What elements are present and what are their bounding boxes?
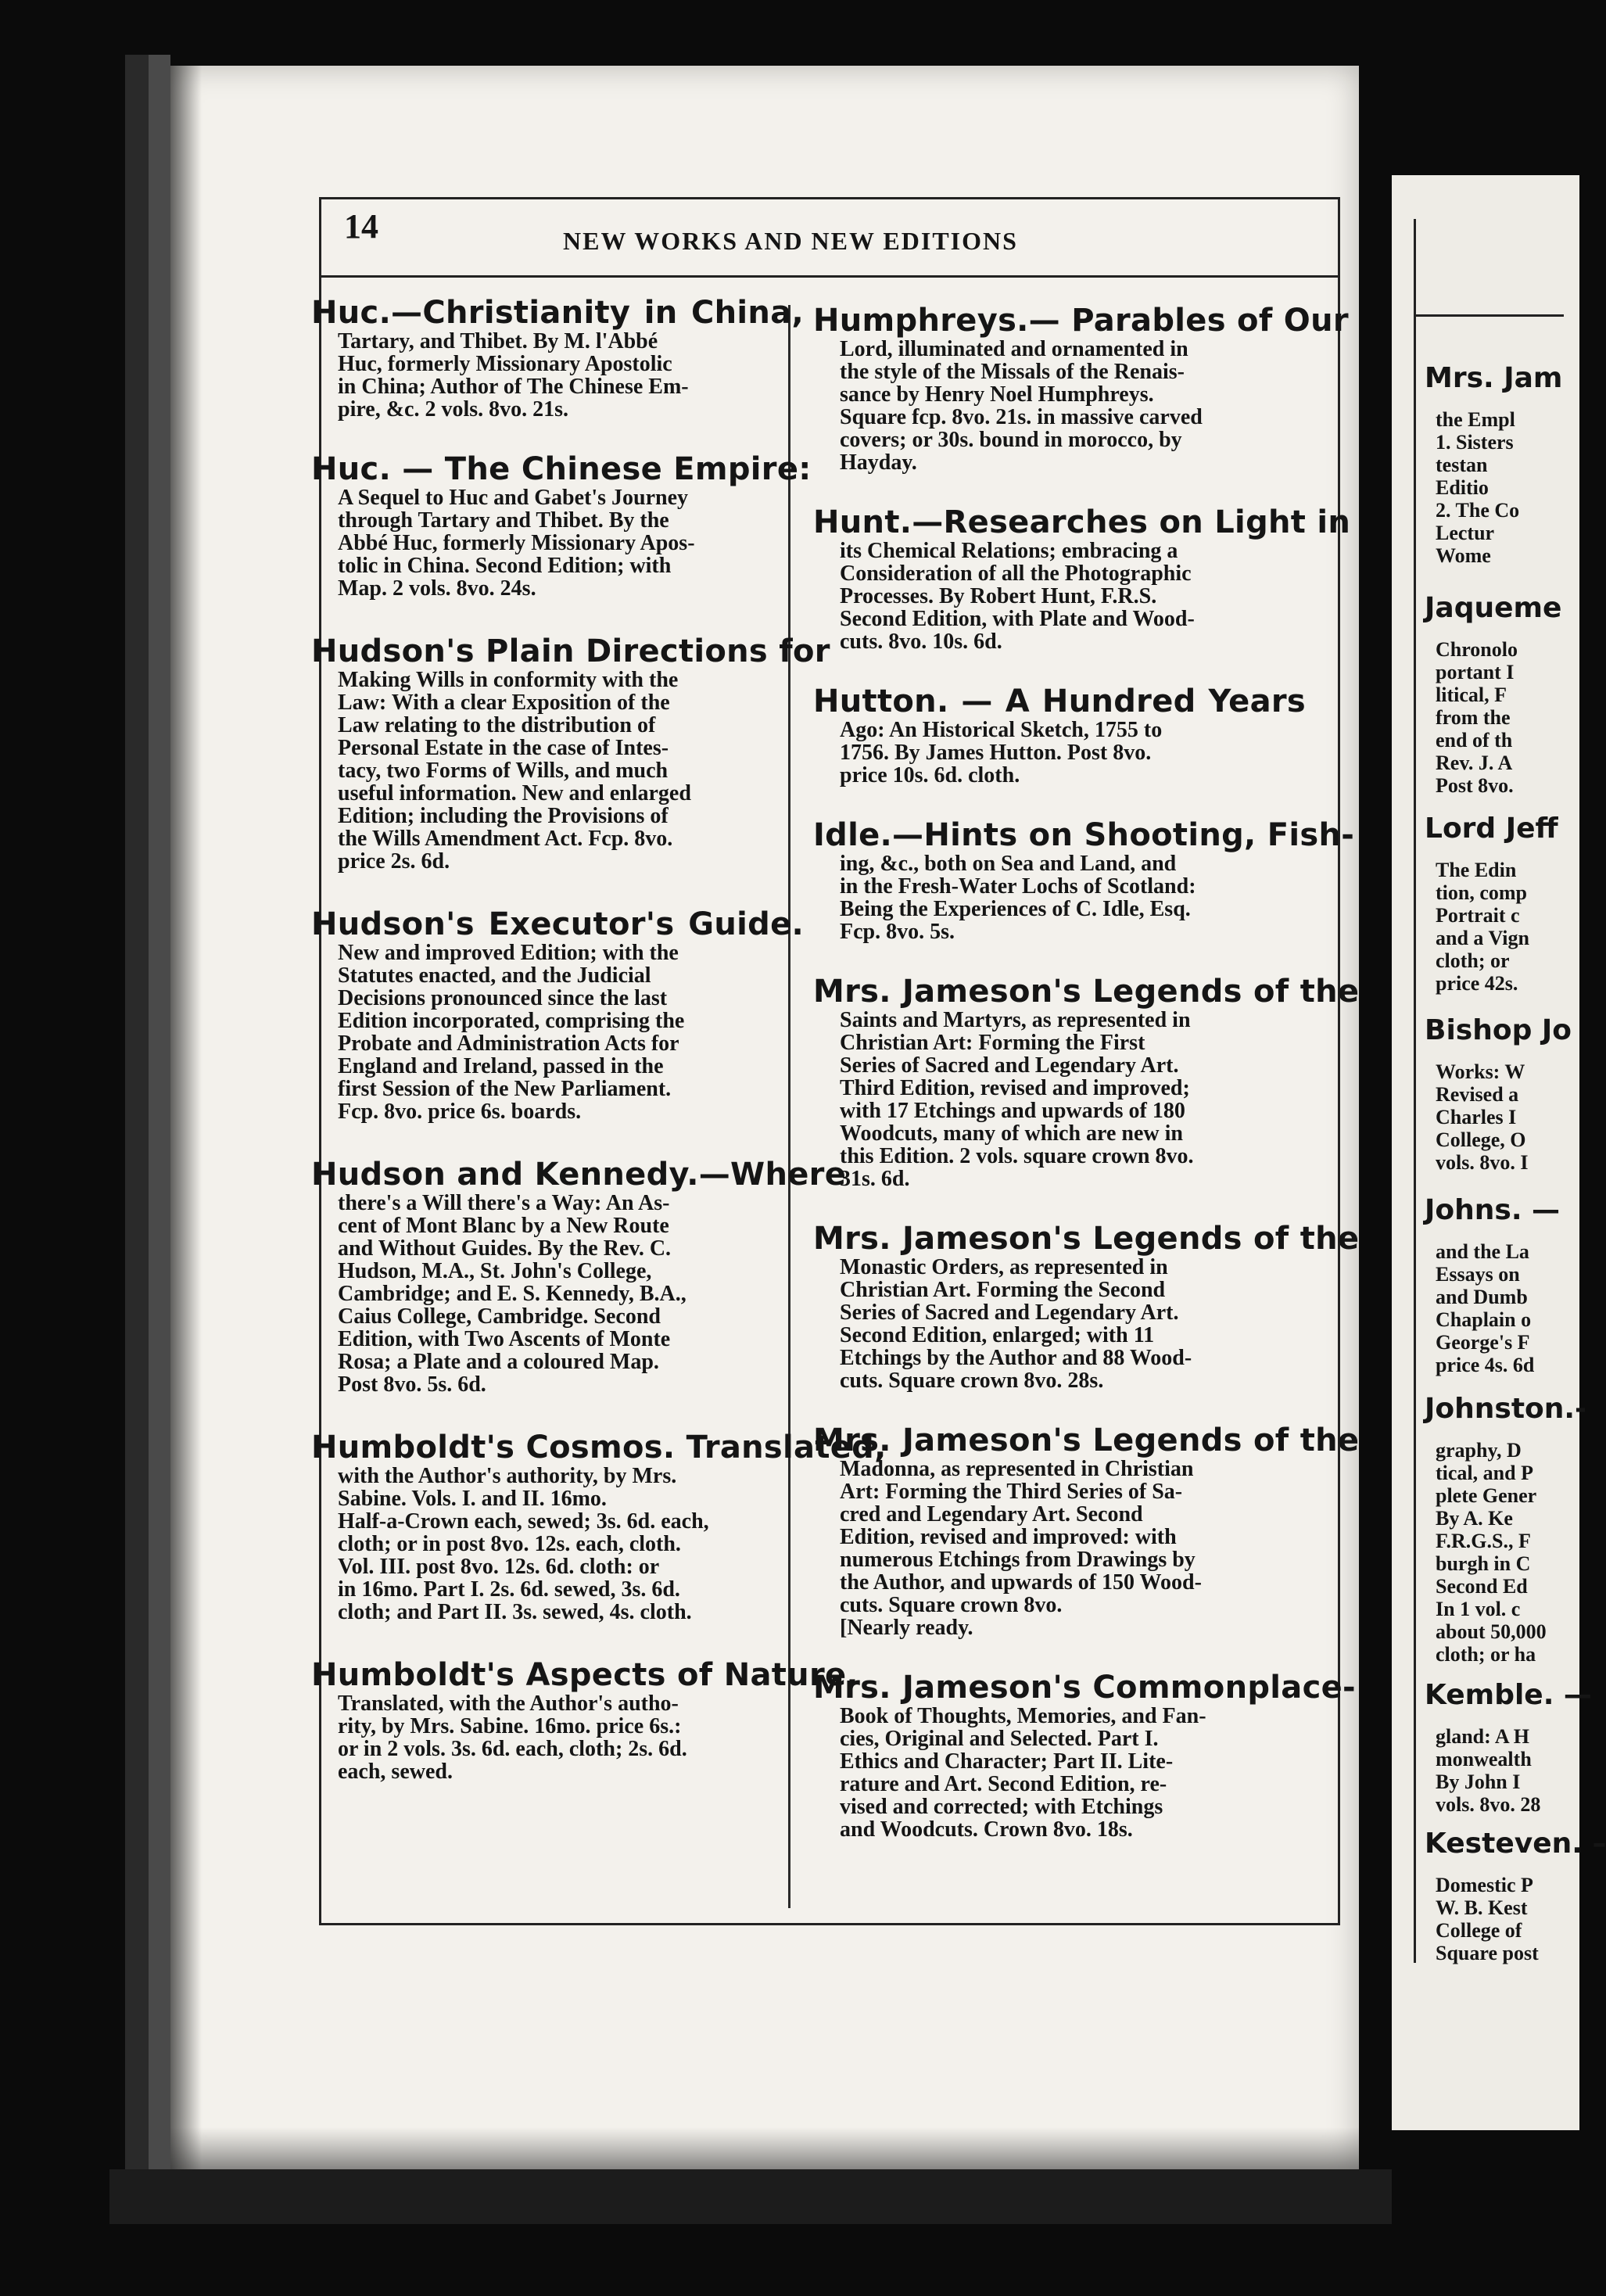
neighbor-entry — [1425, 1181, 1604, 1390]
left-column — [311, 295, 887, 1784]
neighbor-entry-body: The Edin tion, comp Portrait c and a Vign cloth; or price 42s. — [1436, 859, 1529, 995]
entry-title: Hudson's Plain Directions for — [311, 633, 830, 669]
neighbor-entry — [1425, 1666, 1604, 1830]
neighbor-entry — [1425, 799, 1604, 1009]
neighbor-entry — [1425, 1814, 1604, 1979]
entry-title: Humphreys.— Parables of Our — [813, 303, 1349, 339]
running-head: NEW WORKS AND NEW EDITIONS — [563, 227, 1018, 255]
neighbor-page-border — [1414, 219, 1416, 1963]
neighbor-entry-body: and the La Essays on and Dumb Chaplain o George's F price 4s. 6d — [1436, 1240, 1535, 1376]
neighbor-entry-body: graphy, D tical, and P plete Gener By A. Ke F.R.G.S., F burgh in C Second Ed In 1 vol. c about 50,000 cloth; or ha — [1436, 1439, 1547, 1666]
catalogue-entry — [311, 907, 804, 1123]
neighbor-entry — [1425, 1001, 1604, 1188]
entry-body: Saints and Martyrs, as represented in Christian Art: Forming the First Series of Sacred and Legendary Art. Third Edition, revised and improved; with 17 Etchings and upwards of 180 Woodcuts, many of which are new in this Edition. 2 vols. square crown 8vo. 31s. 6d. — [840, 1008, 1194, 1191]
neighbor-entry-title: Mrs. Jam — [1425, 362, 1563, 394]
entry-title: Humboldt's Cosmos. Translated, — [311, 1430, 887, 1465]
entry-body: Tartary, and Thibet. By M. l'Abbé Huc, formerly Missionary Apostolic in China; Author of The Chinese Em- pire, &c. 2 vols. 8vo. 21s. — [338, 329, 689, 422]
entry-title: Mrs. Jameson's Legends of the — [813, 1422, 1360, 1458]
catalogue-entry — [813, 1422, 1360, 1640]
entry-body: Madonna, as represented in Christian Art: Forming the Third Series of Sa- cred and Legendary Art. Second Edition, revised and improved: with numerous Etchings from Drawings by the Author, and upwards of 150 Wood- cuts. Square crown 8vo. [Nearly ready. — [840, 1457, 1202, 1640]
entry-title: Humboldt's Aspects of Nature. — [311, 1657, 859, 1693]
entry-title: Idle.—Hints on Shooting, Fish- — [813, 817, 1355, 853]
entry-body: its Chemical Relations; embracing a Consideration of all the Photographic Processes. By Robert Hunt, F.R.S. Second Edition, with Plate and Wood- cuts. 8vo. 10s. 6d. — [840, 539, 1195, 654]
catalogue-entry — [813, 817, 1355, 944]
neighbor-entry-title: Bishop Jo — [1425, 1014, 1572, 1046]
entry-body: there's a Will there's a Way: An As- cent of Mont Blanc by a New Route and Without Guides. By the Rev. C. Hudson, M.A., St. John's College, Cambridge; and E. S. Kennedy, B.A., Caius College, Cambridge. Second Edition, with Two Ascents of Monte Rosa; a Plate and a coloured Map. Post 8vo. 5s. 6d. — [338, 1191, 686, 1397]
neighbor-entry-body: Works: W Revised a Charles I College, O vols. 8vo. I — [1436, 1060, 1529, 1174]
catalogue-entry — [311, 451, 812, 601]
entry-title: Mrs. Jameson's Legends of the — [813, 974, 1360, 1010]
neighbor-header-rule — [1414, 314, 1564, 317]
neighbor-entry-title: Lord Jeff — [1425, 813, 1558, 845]
entry-body: Ago: An Historical Sketch, 1755 to 1756. By James Hutton. Post 8vo. price 10s. 6d. cloth. — [840, 718, 1163, 787]
catalogue-entry — [813, 1221, 1360, 1393]
catalogue-entry — [813, 303, 1349, 475]
neighbor-entry — [1425, 1379, 1604, 1680]
entry-body: with the Author's authority, by Mrs. Sabine. Vols. I. and II. 16mo. Half-a-Crown each, sewed; 3s. 6d. each, cloth; or in post 8vo. 12s. each, cloth. Vol. III. post 8vo. 12s. 6d. cloth: or in 16mo. Part I. 2s. 6d. sewed, 3s. 6d. cloth; and Part II. 3s. sewed, 4s. cloth. — [338, 1464, 709, 1624]
entry-title: Hunt.—Researches on Light in — [813, 504, 1351, 540]
entry-body: Making Wills in conformity with the Law: With a clear Exposition of the Law relating to the distribution of Personal Estate in the case of Intes- tacy, two Forms of Wills, and much useful information. New and enlarged Edition; including the Provisions of the Wills Amendment Act. Fcp. 8vo. price 2s. 6d. — [338, 668, 691, 874]
entry-body: A Sequel to Huc and Gabet's Journey through Tartary and Thibet. By the Abbé Huc, formerly Missionary Apos- tolic in China. Second Edition; with Map. 2 vols. 8vo. 24s. — [338, 486, 695, 601]
neighbor-entry-title: Johns. — — [1425, 1194, 1561, 1226]
neighbor-entry-body: the Empl 1. Sisters testan Editio 2. The Co Lectur Wome — [1436, 408, 1520, 567]
neighbor-entry-body: gland: A H monwealth By John I vols. 8vo. 28 — [1436, 1725, 1541, 1816]
entry-body: Monastic Orders, as represented in Christian Art. Forming the Second Series of Sacred and Legendary Art. Second Edition, enlarged; with 11 Etchings by the Author and 88 Wood- cuts. Square crown 8vo. 28s. — [840, 1255, 1192, 1393]
neighbor-entry — [1425, 579, 1604, 811]
entry-body: Book of Thoughts, Memories, and Fan- cies, Original and Selected. Part I. Ethics and Character; Part II. Lite- rature and Art. Second Edition, re- vised and corrected; with Etchings and Woodcuts. Crown 8vo. 18s. — [840, 1704, 1206, 1842]
right-column — [813, 303, 1360, 1842]
neighbor-entry-title: Kesteven. – — [1425, 1828, 1606, 1860]
catalogue-entry — [311, 1430, 887, 1624]
entry-title: Huc. — The Chinese Empire: — [311, 451, 812, 487]
entry-body: New and improved Edition; with the Statutes enacted, and the Judicial Decisions pronounced since the last Edition incorporated, comprising the Probate and Administration Acts for England and Ireland, passed in the first Session of the New Parliament. Fcp. 8vo. price 6s. boards. — [338, 941, 685, 1124]
catalogue-entry — [813, 974, 1360, 1191]
catalogue-entry — [311, 1657, 859, 1784]
entry-title: Huc.—Christianity in China, — [311, 295, 804, 331]
neighbor-entry-body: Chronolo portant I litical, F from the end of th Rev. J. A Post 8vo. — [1436, 638, 1518, 797]
catalogue-entry — [813, 684, 1306, 787]
page-number: 14 — [344, 207, 378, 246]
page-bottom-shade — [170, 2127, 1359, 2169]
entry-body: Lord, illuminated and ornamented in the style of the Missals of the Renais- sance by Henry Noel Humphreys. Square fcp. 8vo. 21s. in massive carved covers; or 30s. bound in morocco, by Hayday. — [840, 337, 1203, 475]
entry-body: Translated, with the Author's autho- rity, by Mrs. Sabine. 16mo. price 6s.: or in 2 vols. 3s. 6d. each, cloth; 2s. 6d. each, sewed. — [338, 1692, 687, 1784]
entry-title: Mrs. Jameson's Legends of the — [813, 1221, 1360, 1257]
neighbor-entry — [1425, 349, 1604, 581]
entry-title: Hudson and Kennedy.—Where — [311, 1157, 847, 1193]
binding-shadow — [170, 66, 202, 2169]
header-rule — [319, 275, 1340, 278]
catalogue-entry — [311, 1157, 847, 1397]
catalogue-entry — [311, 633, 830, 874]
entry-body: ing, &c., both on Sea and Land, and in the Fresh-Water Lochs of Scotland: Being the Experiences of C. Idle, Esq. Fcp. 8vo. 5s. — [840, 852, 1196, 944]
neighbor-entry-title: Johnston.- — [1425, 1393, 1586, 1425]
neighbor-entry-title: Jaqueme — [1425, 592, 1562, 624]
neighbor-entry-title: Kemble. — — [1425, 1679, 1592, 1711]
neighbor-entry-body: Domestic P W. B. Kest College of Square post — [1436, 1874, 1539, 1964]
entry-title: Mrs. Jameson's Commonplace- — [813, 1670, 1356, 1706]
catalogue-entry — [813, 504, 1351, 654]
entry-title: Hudson's Executor's Guide. — [311, 906, 804, 942]
entry-title: Hutton. — A Hundred Years — [813, 683, 1306, 719]
catalogue-entry — [813, 1670, 1356, 1842]
catalogue-entry — [311, 296, 804, 421]
